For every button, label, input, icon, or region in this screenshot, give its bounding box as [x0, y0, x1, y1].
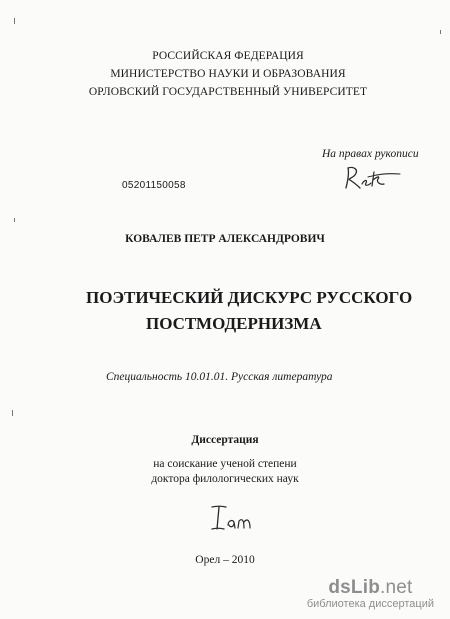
header-country: РОССИЙСКАЯ ФЕДЕРАЦИЯ: [152, 50, 304, 62]
document-code: 05201150058: [122, 180, 186, 191]
place-year: Орел – 2010: [195, 554, 255, 566]
stamp-signature-icon: [206, 502, 254, 534]
degree-line2: доктора филологических наук: [151, 473, 299, 485]
manuscript-note: На правах рукописи: [322, 148, 419, 160]
header-ministry: МИНИСТЕРСТВО НАУКИ И ОБРАЗОВАНИЯ: [110, 68, 346, 80]
document-type: Диссертация: [191, 434, 259, 446]
watermark-brand-main: dsLib: [328, 577, 381, 598]
scan-speck: [14, 218, 15, 222]
author-name: КОВАЛЕВ ПЕТР АЛЕКСАНДРОВИЧ: [125, 233, 325, 245]
dissertation-title-line1: ПОЭТИЧЕСКИЙ ДИСКУРС РУССКОГО: [86, 288, 413, 307]
watermark-brand-suffix: .net: [380, 577, 413, 598]
watermark-brand: [307, 578, 434, 598]
specialty-line: Специальность 10.01.01. Русская литература: [106, 371, 333, 383]
signature-icon: [338, 162, 404, 194]
degree-line1: на соискание ученой степени: [153, 458, 297, 470]
header-university: ОРЛОВСКИЙ ГОСУДАРСТВЕННЫЙ УНИВЕРСИТЕТ: [88, 86, 368, 98]
dslib-watermark: [307, 578, 434, 611]
scan-speck: [12, 410, 13, 416]
scan-speck: [14, 18, 15, 24]
dissertation-title-line2: ПОСТМОДЕРНИЗМА: [146, 314, 322, 333]
watermark-tagline: библиотека диссертаций: [306, 598, 434, 610]
scan-speck: [440, 30, 441, 34]
